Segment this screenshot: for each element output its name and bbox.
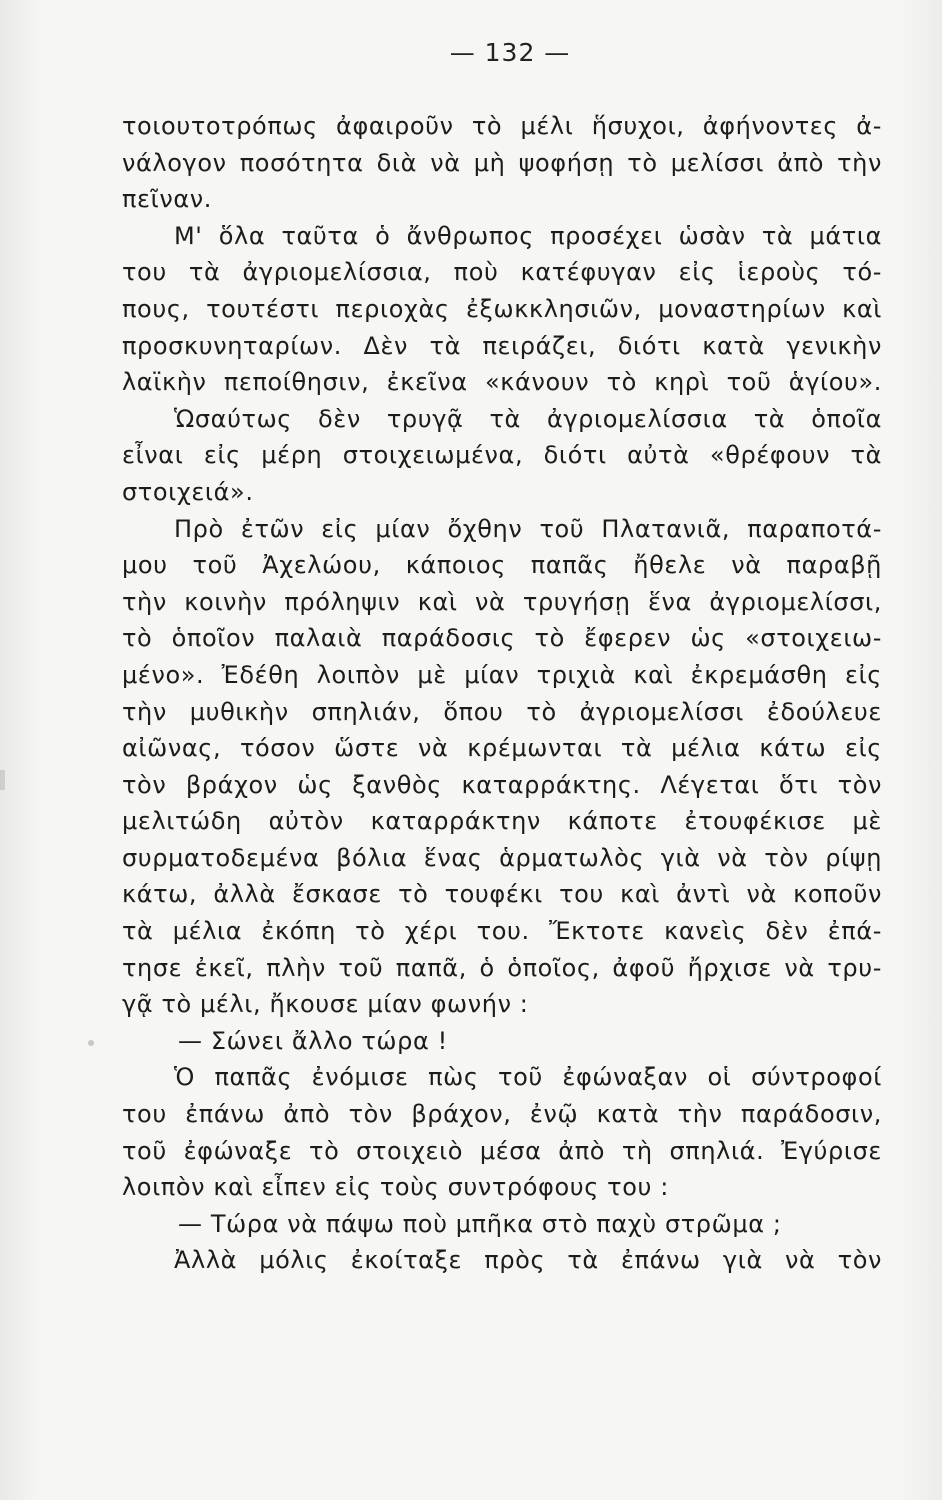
text-line: πους, τουτέστι περιοχὰς ἐξωκκλησιῶν, μοναστηρίων καὶ	[122, 294, 882, 323]
text-line: του ἐπάνω ἀπὸ τὸν βράχον, ἐνῷ κατὰ τὴν παράδοσιν,	[122, 1100, 882, 1129]
text-line: Μ' ὅλα ταῦτα ὁ ἄνθρωπος προσέχει ὡσὰν τὰ μάτια	[174, 221, 882, 250]
text-line: μου τοῦ Ἀχελώου, κάποιος παπᾶς ἤθελε νὰ παραβῇ	[122, 551, 882, 580]
text-line: εἶναι εἰς μέρη στοιχειωμένα, διότι αὐτὰ «θρέφουν τὰ	[122, 441, 882, 470]
text-line: τὸ ὁποῖον παλαιὰ παράδοσις τὸ ἔφερεν ὡς «στοιχειω-	[122, 624, 882, 653]
text-line: τὸν βράχον ὡς ξανθὸς καταρράκτης. Λέγεται ὅτι τὸν	[122, 770, 882, 799]
text-line: στοιχειά».	[122, 477, 254, 506]
text-line: τοιουτοτρόπως ἀφαιροῦν τὸ μέλι ἥσυχοι, ἀφήνοντες ἀ-	[122, 112, 882, 140]
text-line: τησε ἐκεῖ, πλὴν τοῦ παπᾶ, ὁ ὁποῖος, ἀφοῦ ἤρχισε νὰ τρυ-	[122, 953, 882, 982]
text-line: μένο». Ἐδέθη λοιπὸν μὲ μίαν τριχιὰ καὶ ἐκρεμάσθη εἰς	[122, 660, 882, 689]
text-line: αἰῶνας, τόσον ὥστε νὰ κρέμωνται τὰ μέλια κάτω εἰς	[122, 734, 882, 763]
text-line: νάλογον ποσότητα διὰ νὰ μὴ ψοφήσῃ τὸ μελίσσι ἀπὸ τὴν	[122, 148, 882, 177]
text-line: τὰ μέλια ἐκόπη τὸ χέρι του. Ἔκτοτε κανεὶς δὲν ἐπά-	[122, 917, 882, 946]
text-line: συρματοδεμένα βόλια ἕνας ἁρματωλὸς γιὰ νὰ τὸν ρίψῃ	[122, 843, 882, 872]
text-line: προσκυνηταρίων. Δὲν τὰ πειράζει, διότι κατὰ γενικὴν	[122, 331, 882, 360]
ink-smudge	[88, 1040, 94, 1046]
text-line: μελιτώδη αὐτὸν καταρράκτην κάποτε ἐτουφέκισε μὲ	[122, 807, 882, 836]
scan-edge-mark	[0, 770, 5, 790]
text-line: Ὁ παπᾶς ἐνόμισε πὼς τοῦ ἐφώναξαν οἱ σύντροφοί	[174, 1063, 882, 1092]
text-line: Ὡσαύτως δὲν τρυγᾷ τὰ ἀγριομελίσσια τὰ ὁποῖα	[174, 404, 882, 433]
body-text	[122, 108, 882, 1279]
text-line: Ἀλλὰ μόλις ἐκοίταξε πρὸς τὰ ἐπάνω γιὰ νὰ τὸν	[174, 1246, 882, 1275]
text-line: πεῖναν.	[122, 185, 213, 214]
dialogue-line: — Σώνει ἄλλο τώρα !	[178, 1026, 448, 1055]
text-line: λαϊκὴν πεποίθησιν, ἐκεῖνα «κάνουν τὸ κηρὶ τοῦ ἁγίου».	[122, 368, 882, 397]
text-line: του τὰ ἀγριομελίσσια, ποὺ κατέφυγαν εἰς ἱεροὺς τό-	[122, 258, 882, 287]
page-number: — 132 —	[449, 38, 571, 67]
text-line: κάτω, ἀλλὰ ἔσκασε τὸ τουφέκι του καὶ ἀντὶ νὰ κοποῦν	[122, 880, 882, 909]
text-line: Πρὸ ἐτῶν εἰς μίαν ὄχθην τοῦ Πλατανιᾶ, παραποτά-	[174, 514, 882, 543]
dialogue-line: — Τώρα νὰ πάψω ποὺ μπῆκα στὸ παχὺ στρῶμα ;	[178, 1209, 782, 1238]
text-line: λοιπὸν καὶ εἶπεν εἰς τοὺς συντρόφους του :	[122, 1173, 669, 1202]
text-line: τοῦ ἐφώναξε τὸ στοιχειὸ μέσα ἀπὸ τὴ σπηλιά. Ἐγύρισε	[122, 1136, 882, 1165]
text-line: γᾷ τὸ μέλι, ἤκουσε μίαν φωνήν :	[122, 990, 529, 1019]
text-line: τὴν μυθικὴν σπηλιάν, ὅπου τὸ ἀγριομελίσσι ἐδούλευε	[122, 697, 882, 726]
text-line: τὴν κοινὴν πρόληψιν καὶ νὰ τρυγήσῃ ἕνα ἀγριομελίσσι,	[122, 587, 882, 616]
